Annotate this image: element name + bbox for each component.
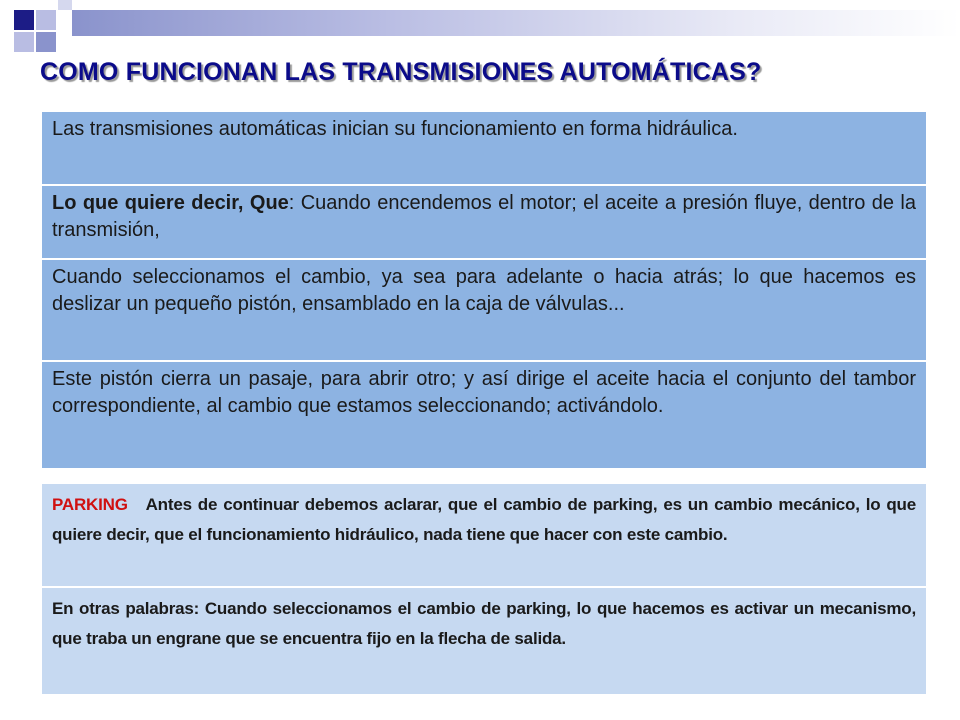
header-gradient-bar [72, 10, 960, 36]
paragraph-text: : Cuando encendemos el motor; el aceite a presión fluye, dentro de la transmisión, [52, 192, 916, 241]
corner-square-mid [36, 32, 56, 52]
paragraph-bold-lead: Lo que quiere decir, Que [52, 192, 289, 214]
paragraph-text: Las transmisiones automáticas inician su funcionamiento en forma hidráulica. [52, 118, 738, 140]
parking-label: PARKING [52, 495, 128, 514]
corner-square-light [36, 10, 56, 30]
paragraph-text: En otras palabras: Cuando seleccionamos el cambio de parking, lo que hacemos es activar un mecanismo, que traba un engrane que se encuentra fijo en la flecha de salida. [52, 599, 916, 648]
paragraph-text: Antes de continuar debemos aclarar, que el cambio de parking, es un cambio mecánico, lo que quiere decir, que el funcionamiento hidráulico, nada tiene que hacer con este cambio. [52, 495, 916, 544]
paragraph-parking [42, 484, 926, 586]
slide-title: COMO FUNCIONAN LAS TRANSMISIONES AUTOMÁTICAS? [40, 58, 762, 86]
paragraph-text: Este pistón cierra un pasaje, para abrir otro; y así dirige el aceite hacia el conjunto del tambor correspondiente, al cambio que estamos seleccionando; activándolo. [52, 368, 916, 417]
paragraph-selector [42, 260, 926, 360]
paragraph-hydraulic [42, 112, 926, 185]
paragraph-piston [42, 362, 926, 468]
paragraph-meaning [42, 186, 926, 258]
corner-square-light [58, 0, 72, 10]
paragraph-other-words [42, 588, 926, 694]
paragraph-text: Cuando seleccionamos el cambio, ya sea para adelante o hacia atrás; lo que hacemos es deslizar un pequeño pistón, ensamblado en la caja de válvulas... [52, 266, 916, 315]
corner-square-light [14, 32, 34, 52]
corner-square-navy [14, 10, 34, 30]
